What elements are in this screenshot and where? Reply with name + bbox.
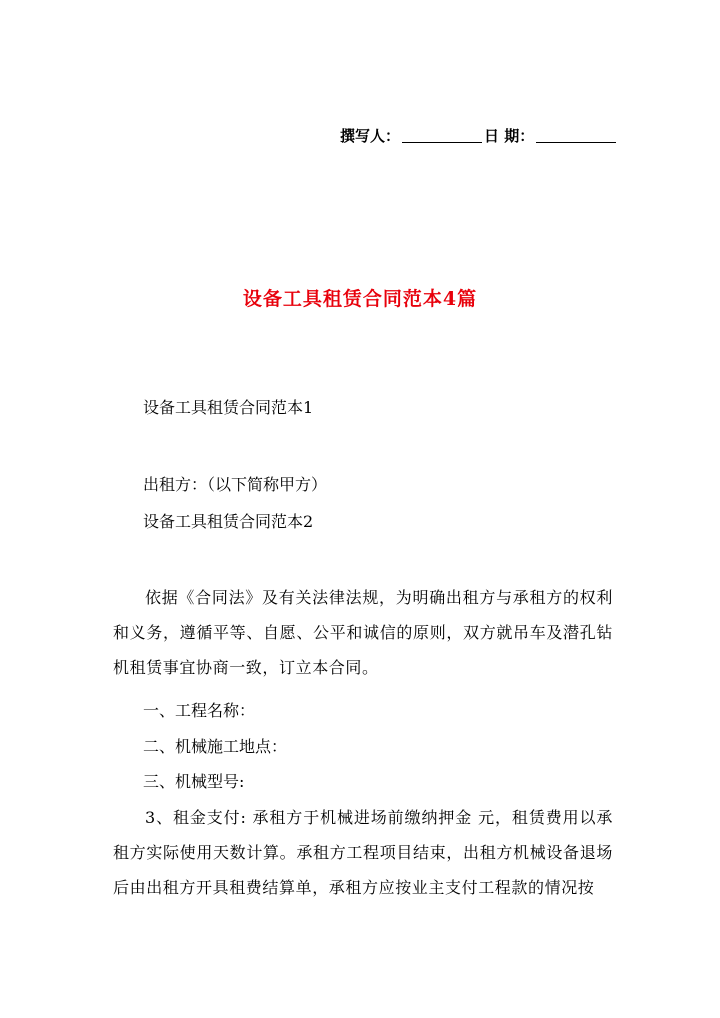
intro-paragraph: 依据《合同法》及有关法律法规，为明确出租方与承租方的权利和义务，遵循平等、自愿、公平和诚信的原则，双方就吊车及潜孔钻机租赁事宜协商一致，订立本合同。 xyxy=(113,588,613,677)
item-project-name: 一、工程名称： xyxy=(143,701,256,720)
contract-heading-2: 设备工具租赁合同范本2 xyxy=(143,512,314,531)
item-machine-model: 三、机械型号: xyxy=(143,772,245,791)
author-blank xyxy=(402,142,482,143)
item-construction-site: 二、机械施工地点： xyxy=(143,737,288,756)
contract-heading-1: 设备工具租赁合同范本1 xyxy=(143,398,314,417)
author-date-line xyxy=(340,125,618,146)
author-label: 撰写人： xyxy=(340,127,401,145)
date-label: 日 期： xyxy=(484,127,535,145)
document-title: 设备工具租赁合同范本4篇 xyxy=(242,288,478,310)
lessor-line: 出租方：（以下简称甲方） xyxy=(143,475,328,494)
rent-payment-paragraph: 3、租金支付: 承租方于机械进场前缴纳押金 元，租赁费用以承租方实际使用天数计算。承租方工程项目结束，出租方机械设备退场后由出租方开具租费结算单，承租方应按业主支付工程款的情况按 xyxy=(113,808,613,897)
date-blank xyxy=(536,142,616,143)
